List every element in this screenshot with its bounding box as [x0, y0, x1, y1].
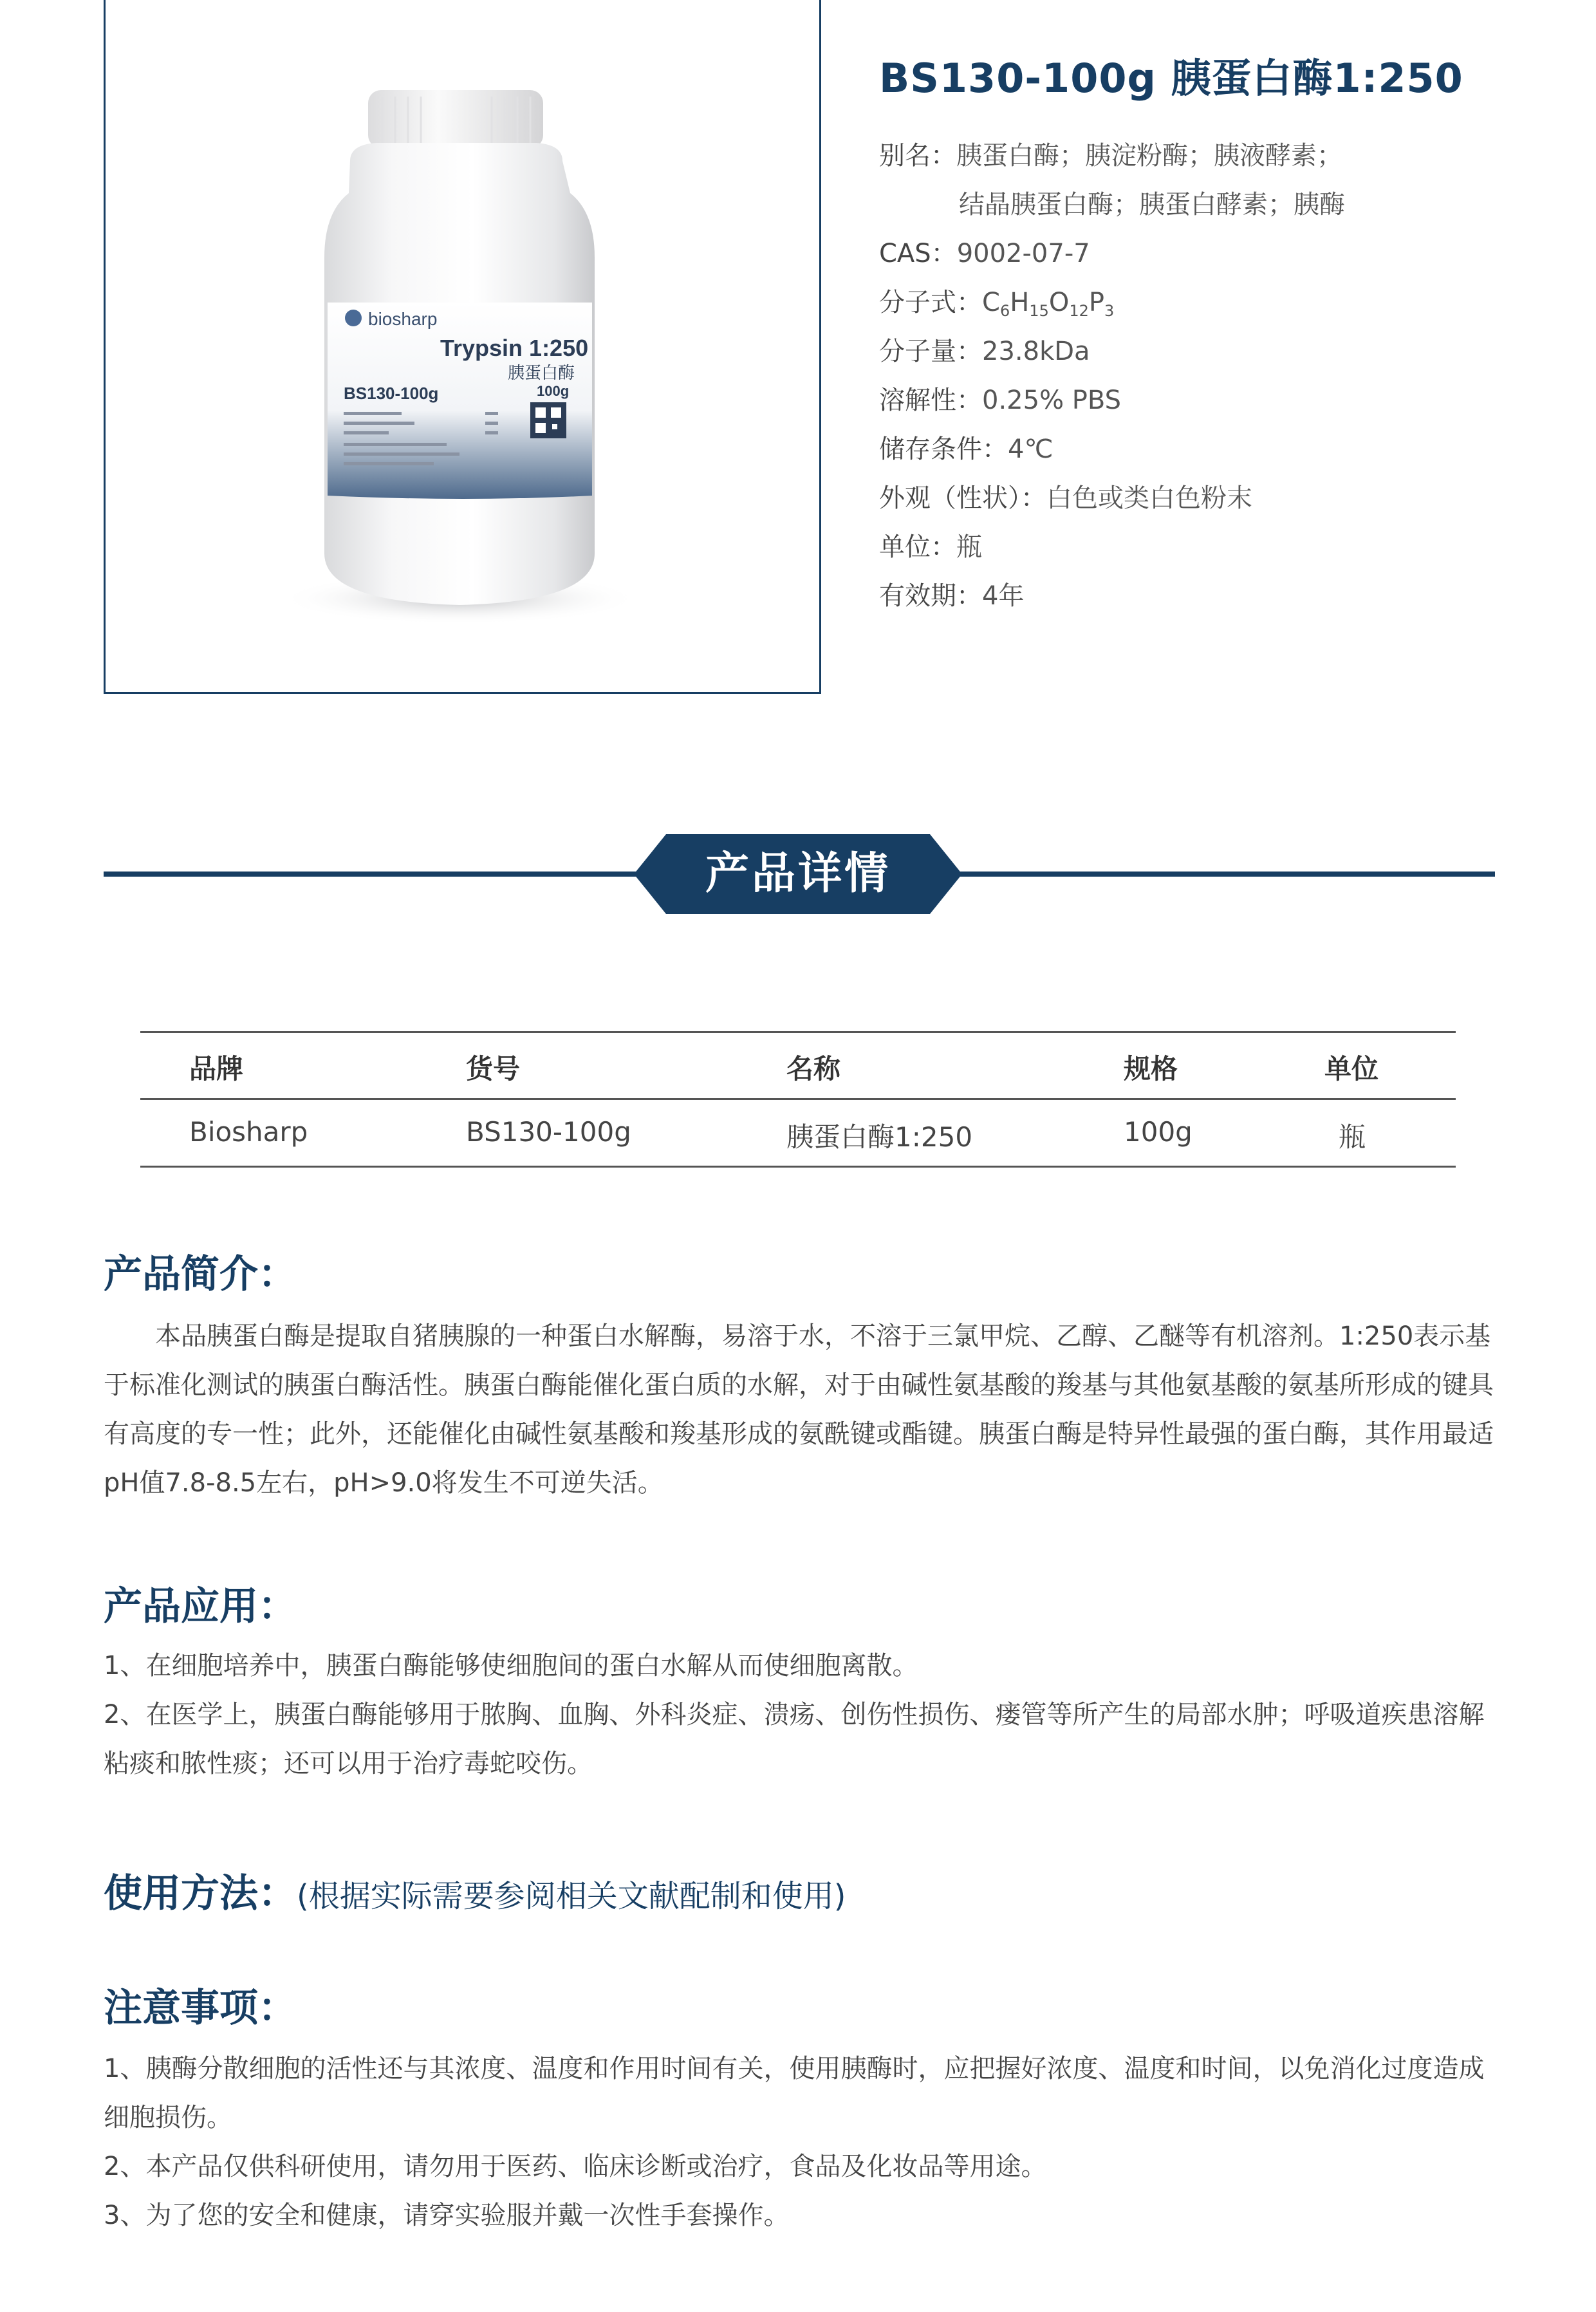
section-banner	[634, 834, 962, 914]
svg-text:BS130-100g: BS130-100g	[344, 384, 439, 403]
spec-mw: 分子量：23.8kDa	[879, 337, 1090, 366]
banner-title: 产品详情	[705, 848, 891, 899]
table-cell-unit: 瓶	[1339, 1121, 1366, 1153]
table-header-rule	[140, 1098, 1456, 1100]
spec-appearance: 外观（性状）：白色或类白色粉末	[879, 483, 1252, 513]
product-title: BS130-100g 胰蛋白酶1:250	[879, 55, 1463, 102]
product-bottle-image	[106, 0, 823, 694]
svg-text:100g: 100g	[537, 383, 570, 399]
intro-paragraph: 本品胰蛋白酶是提取自猪胰腺的一种蛋白水解酶，易溶于水，不溶于三氯甲烷、乙醇、乙醚等有机溶剂。1:250表示基于标准化测试的胰蛋白酶活性。胰蛋白酶能催化蛋白质的水解，对于由碱性氨基酸的羧基与其他氨基酸的氨基所形成的键具有高度的专一性；此外，还能催化由碱性氨基酸和羧基形成的氨酰键或酯键。胰蛋白酶是特异性最强的蛋白酶，其作用最适pH值7.8-8.5左右，pH>9.0将发生不可逆失活。	[104, 1321, 1494, 1498]
table-header-size: 规格	[1124, 1053, 1178, 1085]
spec-solubility: 溶解性：0.25% PBS	[879, 386, 1122, 415]
table-bottom-rule	[140, 1166, 1456, 1168]
spec-unit: 单位：瓶	[879, 532, 982, 562]
table-cell-brand: Biosharp	[189, 1116, 308, 1148]
table-header-unit: 单位	[1324, 1053, 1379, 1085]
spec-cas: CAS：9002-07-7	[879, 239, 1090, 268]
spec-alias-cont: 结晶胰蛋白酶；胰蛋白酵素；胰酶	[959, 190, 1345, 219]
intro-heading: 产品简介：	[104, 1252, 297, 1297]
table-cell-name: 胰蛋白酶1:250	[786, 1121, 973, 1153]
spec-storage: 储存条件：4℃	[879, 434, 1053, 464]
usage-heading: 使用方法：(根据实际需要参阅相关文献配制和使用)	[104, 1871, 846, 1916]
notes-item-1: 1、胰酶分散细胞的活性还与其浓度、温度和作用时间有关，使用胰酶时，应把握好浓度、温度和时间，以免消化过度造成细胞损伤。	[104, 2054, 1485, 2132]
spec-formula: 分子式：$C_6H_{15}O_{12}P_3$	[879, 288, 1115, 320]
table-header-catalog: 货号	[466, 1053, 521, 1085]
notes-item-2: 2、本产品仅供科研使用，请勿用于医药、临床诊断或治疗，食品及化妆品等用途。	[104, 2152, 1047, 2181]
application-item-2: 2、在医学上，胰蛋白酶能够用于脓胸、血胸、外科炎症、溃疡、创伤性损伤、瘘管等所产生的局部水肿；呼吸道疾患溶解粘痰和脓性痰；还可以用于治疗毒蛇咬伤。	[104, 1700, 1485, 1778]
svg-text:Trypsin 1:250: Trypsin 1:250	[440, 335, 589, 361]
svg-text:biosharp: biosharp	[368, 309, 438, 329]
application-heading: 产品应用：	[104, 1584, 297, 1629]
table-top-rule	[140, 1031, 1456, 1033]
product-image-frame	[104, 0, 821, 694]
table-header-brand: 品牌	[189, 1053, 244, 1085]
usage-note: (根据实际需要参阅相关文献配制和使用)	[297, 1878, 846, 1914]
application-item-1: 1、在细胞培养中，胰蛋白酶能够使细胞间的蛋白水解从而使细胞离散。	[104, 1651, 918, 1681]
table-cell-catalog: BS130-100g	[466, 1116, 631, 1148]
table-header-name: 名称	[786, 1053, 841, 1085]
spec-shelf-life: 有效期：4年	[879, 581, 1025, 611]
notes-item-3: 3、为了您的安全和健康，请穿实验服并戴一次性手套操作。	[104, 2201, 790, 2230]
spec-alias: 别名：胰蛋白酶；胰淀粉酶；胰液酵素；	[879, 141, 1342, 171]
svg-text:胰蛋白酶: 胰蛋白酶	[508, 364, 575, 383]
notes-heading: 注意事项：	[104, 1986, 297, 2031]
table-cell-size: 100g	[1124, 1116, 1192, 1148]
